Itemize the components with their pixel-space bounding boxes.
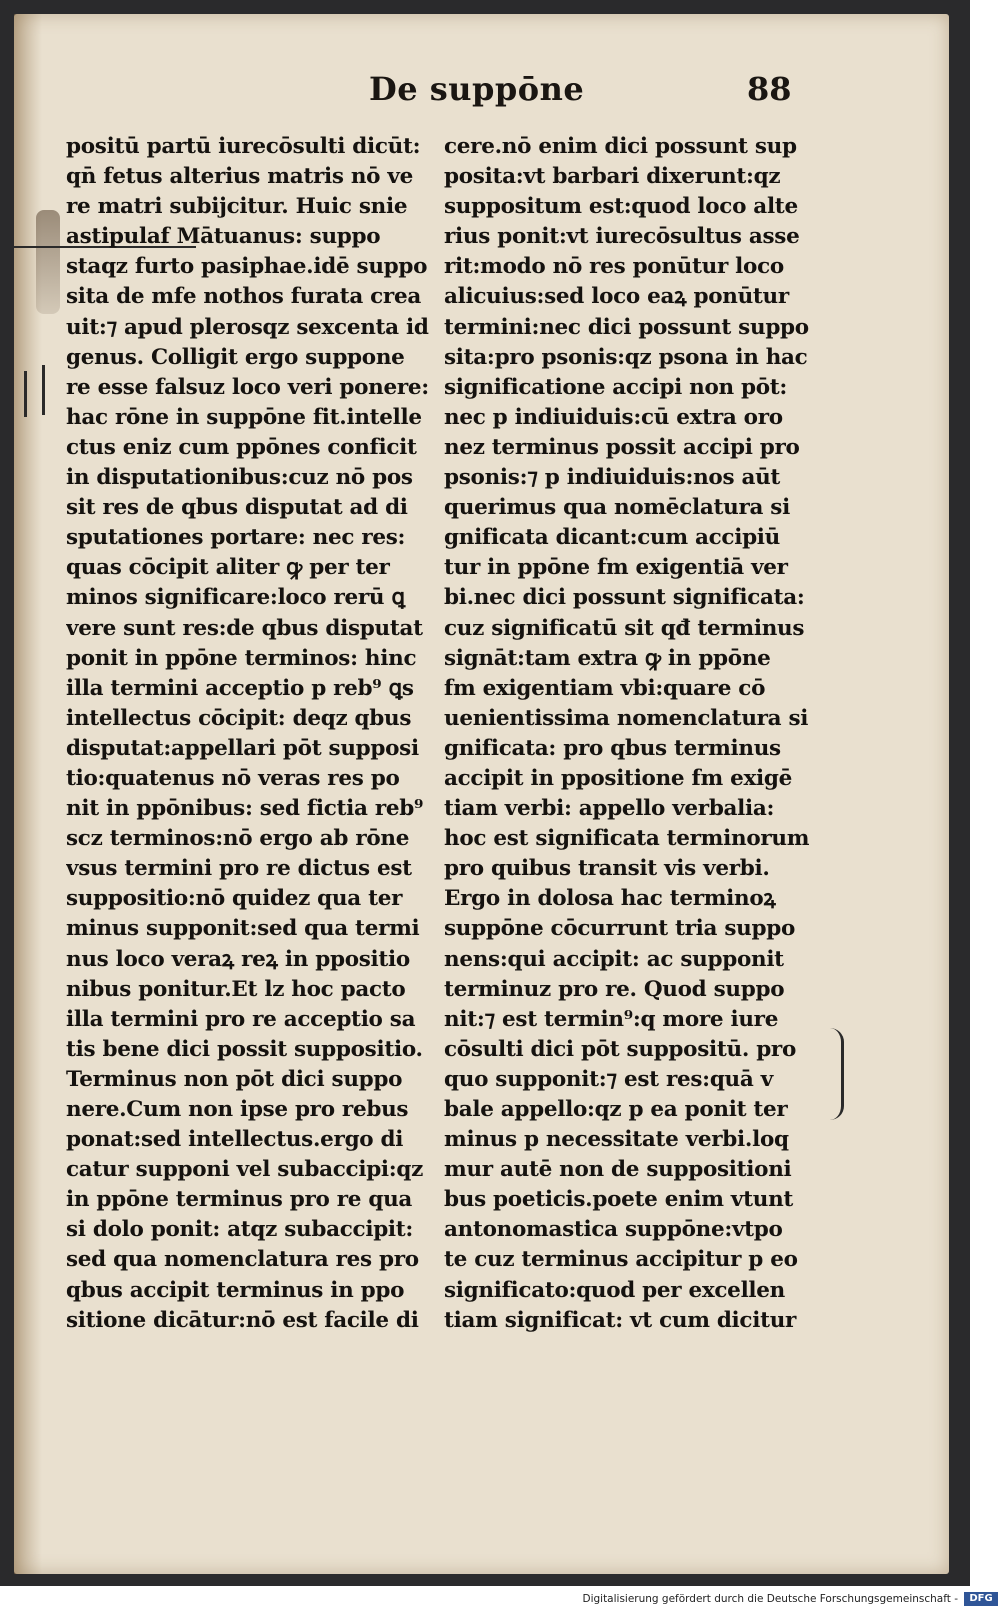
text-line: quas cōcipit aliter ꝙ per ter xyxy=(66,555,390,581)
text-line: ponit in ppōne terminos: hinc xyxy=(66,645,417,671)
text-line: nez terminus possit accipi pro xyxy=(444,434,800,460)
dfg-logo-badge[interactable]: DFG xyxy=(964,1592,998,1606)
text-line: scz terminos:nō ergo ab rōne xyxy=(66,826,410,852)
text-line: hac rōne in suppōne fit.intelle xyxy=(66,404,422,430)
text-line: illa termini pro re acceptio sa xyxy=(66,1006,416,1032)
text-line: significatione accipi non pōt: xyxy=(444,374,788,400)
text-line: uenientissima nomenclatura si xyxy=(444,705,809,731)
text-line: nibus ponitur.Et lz hoc pacto xyxy=(66,976,406,1002)
text-line: gnificata dicant:cum accipiū xyxy=(444,525,781,551)
book-page xyxy=(14,14,949,1574)
text-line: qn̄ fetus alterius matris nō ve xyxy=(66,164,413,190)
text-line: qbus accipit terminus in ppo xyxy=(66,1277,405,1303)
text-line: fm exigentiam vbi:quare cō xyxy=(444,675,766,701)
text-line: alicuius:sed loco eaꝝ ponūtur xyxy=(444,284,789,310)
text-line: tiam verbi: appello verbalia: xyxy=(444,796,775,822)
text-line: re matri subijcitur. Huic snie xyxy=(66,194,408,220)
text-line: bus poeticis.poete enim vtunt xyxy=(444,1187,794,1213)
text-line: uit:⁊ apud plerosqz sexcenta id xyxy=(66,314,429,340)
text-line: quo supponit:⁊ est res:quā v xyxy=(444,1066,773,1092)
text-line: astipulaf Mātuanus: suppo xyxy=(66,224,381,250)
text-line: sitione dicātur:nō est facile di xyxy=(66,1307,419,1333)
text-line: nec p indiuiduis:cū extra oro xyxy=(444,404,783,430)
text-line: suppositum est:quod loco alte xyxy=(444,194,798,220)
text-line: tiam significat: vt cum dicitur xyxy=(444,1307,797,1333)
text-line: querimus qua nomēclatura si xyxy=(444,495,790,521)
text-line: nit:⁊ est termin⁹:q more iure xyxy=(444,1006,779,1032)
text-line: signāt:tam extra ꝙ in ppōne xyxy=(444,645,771,671)
text-line: antonomastica suppōne:vtpo xyxy=(444,1217,783,1243)
text-line: nus loco veraꝝ reꝝ in ppositio xyxy=(66,946,410,972)
text-line: termini:nec dici possunt suppo xyxy=(444,314,809,340)
margin-mark-left-2 xyxy=(42,365,45,415)
text-line: nit in ppōnibus: sed fictia reb⁹ xyxy=(66,796,424,822)
text-line: bale appello:qz p ea ponit ter xyxy=(444,1097,788,1122)
ink-smudge xyxy=(36,210,60,314)
digitization-credit: Digitalisierung gefördert durch die Deutsche Forschungsgemeinschaft - xyxy=(582,1593,958,1605)
text-line: suppōne cōcurrunt tria suppo xyxy=(444,916,796,942)
text-line: posita:vt barbari dixerunt:qz xyxy=(444,164,781,190)
text-line: re esse falsuz loco veri ponere: xyxy=(66,374,429,400)
text-line: cōsulti dici pōt suppositū. pro xyxy=(444,1036,797,1062)
text-line: terminuz pro re. Quod suppo xyxy=(444,976,785,1002)
text-line: rius ponit:vt iurecōsultus asse xyxy=(444,224,800,250)
text-line: staqz furto pasiphae.idē suppo xyxy=(66,254,428,280)
text-line: accipit in ppositione fm exigē xyxy=(444,765,792,791)
text-line: mur autē non de suppositioni xyxy=(444,1157,792,1183)
text-column-left xyxy=(66,132,434,1336)
text-line: minus supponit:sed qua termi xyxy=(66,916,420,942)
text-line: sita:pro psonis:qz psona in hac xyxy=(444,344,808,370)
text-line: disputat:appellari pōt supposi xyxy=(66,735,419,761)
text-line: tio:quatenus nō veras res po xyxy=(66,765,400,791)
text-line: significato:quod per excellen xyxy=(444,1277,786,1303)
text-line: bi.nec dici possunt significata: xyxy=(444,585,805,611)
text-line: tis bene dici possit suppositio. xyxy=(66,1036,423,1062)
text-line: suppositio:nō quidez qua ter xyxy=(66,886,403,912)
text-line: minos significare:loco rerū ꝗ xyxy=(66,585,405,611)
text-line: sputationes portare: nec res: xyxy=(66,525,406,551)
text-line: cere.nō enim dici possunt sup xyxy=(444,134,797,159)
text-line: hoc est significata terminorum xyxy=(444,826,810,852)
text-line: vsus termini pro re dictus est xyxy=(66,856,412,882)
text-line: te cuz terminus accipitur p eo xyxy=(444,1247,798,1273)
text-line: intellectus cōcipit: deqz qbus xyxy=(66,705,412,731)
text-line: sita de mfe nothos furata crea xyxy=(66,284,421,310)
text-line: vere sunt res:de qbus disputat xyxy=(66,615,423,641)
text-line: in disputationibus:cuz nō pos xyxy=(66,465,413,491)
text-line: nere.Cum non ipse pro rebus xyxy=(66,1097,409,1122)
page-number: 88 xyxy=(747,70,792,108)
text-line: pro quibus transit vis verbi. xyxy=(444,856,770,882)
text-column-right xyxy=(444,132,812,1336)
text-line: psonis:⁊ p indiuiduis:nos aūt xyxy=(444,465,781,491)
text-line: gnificata: pro qbus terminus xyxy=(444,735,781,761)
text-line: Terminus non pōt dici suppo xyxy=(66,1066,403,1092)
running-title: De suppōne xyxy=(369,70,585,108)
text-line: sed qua nomenclatura res pro xyxy=(66,1247,419,1273)
text-line: ponat:sed intellectus.ergo di xyxy=(66,1127,404,1153)
text-line: catur supponi vel subaccipi:qz xyxy=(66,1157,424,1183)
margin-bracket-right xyxy=(829,1028,844,1120)
text-line: sit res de qbus disputat ad di xyxy=(66,495,408,521)
text-line: genus. Colligit ergo suppone xyxy=(66,344,405,370)
text-line: nens:qui accipit: ac supponit xyxy=(444,946,784,972)
text-line: Ergo in dolosa hac terminoꝝ xyxy=(444,886,776,912)
text-line: ctus eniz cum ppōnes conficit xyxy=(66,434,417,460)
text-line: positū partū iurecōsulti dicūt: xyxy=(66,134,421,159)
text-line: rit:modo nō res ponūtur loco xyxy=(444,254,784,280)
text-line: cuz significatū sit qđ terminus xyxy=(444,615,805,641)
text-line: in ppōne terminus pro re qua xyxy=(66,1187,413,1213)
text-line: illa termini acceptio p reb⁹ ꝗs xyxy=(66,675,414,701)
text-line: si dolo ponit: atqz subaccipit: xyxy=(66,1217,414,1243)
text-line: tur in ppōne fm exigentiā ver xyxy=(444,555,788,581)
text-line: minus p necessitate verbi.loq xyxy=(444,1127,789,1153)
margin-mark-left-1 xyxy=(24,371,27,417)
